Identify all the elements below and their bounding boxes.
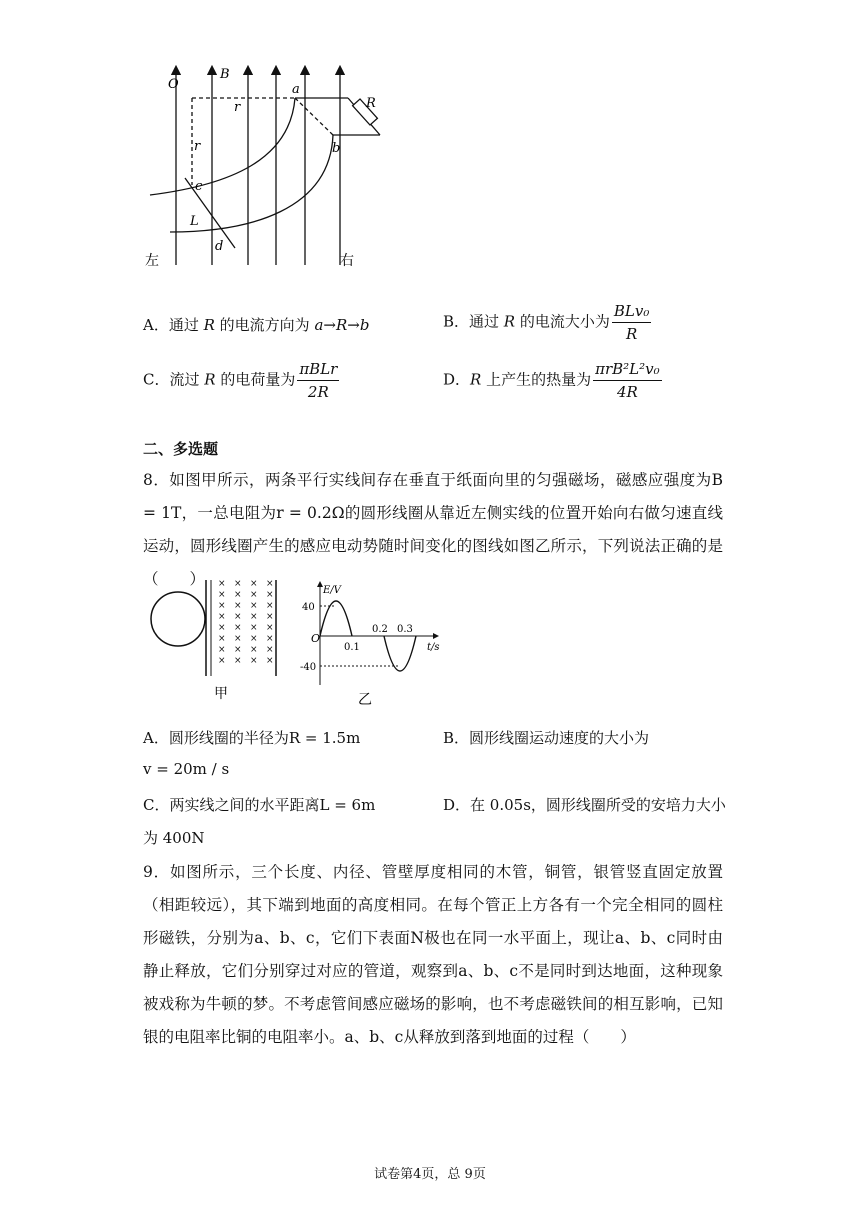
graph-ylabel: E/V	[323, 585, 341, 596]
graph-t3: 0.3	[397, 624, 413, 635]
field-cross-mark: ×	[266, 645, 274, 655]
field-cross-mark: ×	[218, 579, 226, 589]
field-cross-mark: ×	[218, 623, 226, 633]
label-b: b	[332, 141, 341, 156]
field-cross-mark: ×	[250, 656, 258, 666]
label-right: 右	[340, 253, 354, 269]
field-cross-mark: ×	[250, 634, 258, 644]
page-footer: 试卷第4页，总 9页	[374, 1167, 486, 1182]
graph-t1: 0.1	[344, 642, 360, 653]
field-cross-mark: ×	[250, 645, 258, 655]
field-cross-mark: ×	[266, 579, 274, 589]
label-O: O	[168, 77, 179, 92]
q7-option-c[interactable]: C．流过 R 的电荷量为 $\frac{\text{πBLr}}{2R}$	[143, 360, 338, 401]
field-cross-mark: ×	[218, 590, 226, 600]
q8-option-b-cont: v = 20m / s	[143, 760, 230, 778]
label-L: L	[190, 214, 199, 229]
graph-y-bottom: -40	[300, 662, 317, 673]
field-cross-mark: ×	[218, 601, 226, 611]
figure-yi-label: 乙	[358, 692, 372, 708]
q8-option-c[interactable]: C．两实线之间的水平距离L = 6m	[143, 796, 376, 814]
field-cross-mark: ×	[266, 656, 274, 666]
field-cross-mark: ×	[250, 601, 258, 611]
graph-origin: O	[311, 632, 321, 645]
q9-stem: 9．如图所示，三个长度、内径、管壁厚度相同的木管，铜管，银管竖直固定放置（相距较远），其下端到地面的高度相同。在每个管正上方各有一个完全相同的圆柱形磁铁，分别为a、b、c，它们下表面N极也在同一水平面上，现让a、b、c同时由静止释放，它们分别穿过对应的管道，观察到a、b、c不是同时到达地面，这种现象被戏称为牛顿的梦。不考虑管间感应磁场的影响，也不考虑磁铁间的相互影响，已知银的电阻率比铜的电阻率小。a、b、c从释放到落到地面的过程（ ）	[143, 863, 723, 1046]
field-cross-mark: ×	[218, 645, 226, 655]
fraction-d: $\frac{\text{πrB²L²v₀}}{4R}$	[595, 360, 660, 401]
graph-xlabel: t/s	[427, 642, 440, 653]
field-cross-mark: ×	[234, 601, 242, 611]
q7-option-b[interactable]: B．通过 R 的电流大小为 $\frac{\text{BLv₀}}{R}$	[443, 302, 650, 343]
label-r-top: r	[234, 100, 241, 115]
q8-option-d[interactable]: D．在 0.05s，圆形线圈所受的安培力大小	[443, 796, 726, 814]
q8-option-b[interactable]: B．圆形线圈运动速度的大小为	[443, 729, 650, 747]
field-cross-mark: ×	[234, 579, 242, 589]
graph-t2: 0.2	[372, 624, 388, 635]
label-R: R	[366, 96, 376, 111]
field-cross-mark: ×	[250, 590, 258, 600]
q8-option-d-cont: 为 400N	[143, 829, 205, 847]
field-cross-mark: ×	[218, 656, 226, 666]
figure-yi-graph	[298, 580, 448, 708]
graph-y-top: 40	[302, 602, 315, 613]
field-cross-mark: ×	[266, 623, 274, 633]
field-cross-mark: ×	[266, 590, 274, 600]
label-left: 左	[145, 253, 159, 269]
label-B: B	[220, 67, 230, 82]
field-cross-mark: ×	[234, 623, 242, 633]
q8-stem: 8．如图甲所示，两条平行实线间存在垂直于纸面向里的匀强磁场，磁感应强度为B = 1T，一总电阻为r = 0.2Ω的圆形线圈从靠近左侧实线的位置开始向右做匀速直线运动，圆形线圈产生的感应电动势随时间变化的图线如图乙所示，下列说法正确的是（ ）	[143, 471, 723, 588]
fraction-c: $\frac{\text{πBLr}}{2R}$	[299, 360, 338, 401]
field-cross-mark: ×	[266, 634, 274, 644]
q8-option-a[interactable]: A．圆形线圈的半径为R = 1.5m	[143, 729, 361, 747]
section-heading: 二、多选题	[143, 440, 219, 458]
figure-jia-label: 甲	[214, 686, 228, 702]
field-cross-mark: ×	[234, 590, 242, 600]
field-cross-mark: ×	[250, 612, 258, 622]
fraction-b: $\frac{\text{BLv₀}}{R}$	[613, 302, 650, 343]
field-cross-mark: ×	[250, 579, 258, 589]
label-a: a	[292, 82, 300, 97]
q7-option-d[interactable]: D．R 上产生的热量为 $\frac{\text{πrB²L²v₀}}{4R}$	[443, 360, 660, 401]
field-cross-mark: ×	[234, 645, 242, 655]
field-cross-mark: ×	[218, 634, 226, 644]
field-cross-mark: ×	[218, 612, 226, 622]
label-c: c	[195, 179, 203, 194]
field-cross-mark: ×	[266, 601, 274, 611]
field-cross-mark: ×	[234, 612, 242, 622]
q7-option-a[interactable]: A．通过 R 的电流方向为 a→R→b	[143, 316, 370, 334]
field-cross-mark: ×	[250, 623, 258, 633]
field-cross-mark: ×	[266, 612, 274, 622]
figure-jia	[148, 576, 283, 706]
field-cross-mark: ×	[234, 656, 242, 666]
label-r-left: r	[194, 139, 201, 154]
field-cross-mark: ×	[234, 634, 242, 644]
label-d: d	[215, 239, 224, 254]
figure-1-field-diagram	[140, 60, 390, 275]
